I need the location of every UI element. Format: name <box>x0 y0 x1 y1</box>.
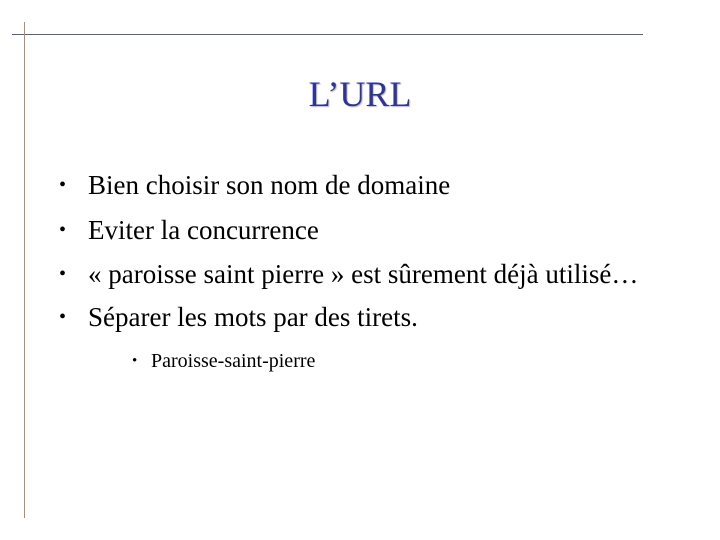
bullet-marker: • <box>59 219 67 241</box>
sub-bullet-group <box>56 340 656 382</box>
bullet-list <box>56 163 656 382</box>
sub-bullet-marker: • <box>132 353 138 369</box>
bullet-item <box>56 295 656 340</box>
slide-title: L’URL <box>308 74 412 114</box>
bullet-item <box>56 208 656 253</box>
header-rule <box>12 34 643 35</box>
bullet-item <box>56 163 656 208</box>
sub-bullet-text: Paroisse-saint-pierre <box>151 350 316 372</box>
bullet-marker: • <box>59 306 67 328</box>
bullet-text: « paroisse saint pierre » est sûrement déjà utilisé… <box>88 259 639 289</box>
bullet-marker: • <box>59 263 67 285</box>
bullet-marker: • <box>59 174 67 196</box>
bullet-text: Séparer les mots par des tirets. <box>88 302 418 332</box>
bullet-text: Eviter la concurrence <box>88 215 319 245</box>
bullet-text: Bien choisir son nom de domaine <box>88 170 451 200</box>
sub-bullet-item <box>56 340 656 382</box>
bullet-item <box>56 253 656 295</box>
sub-bullet-list <box>56 340 656 382</box>
